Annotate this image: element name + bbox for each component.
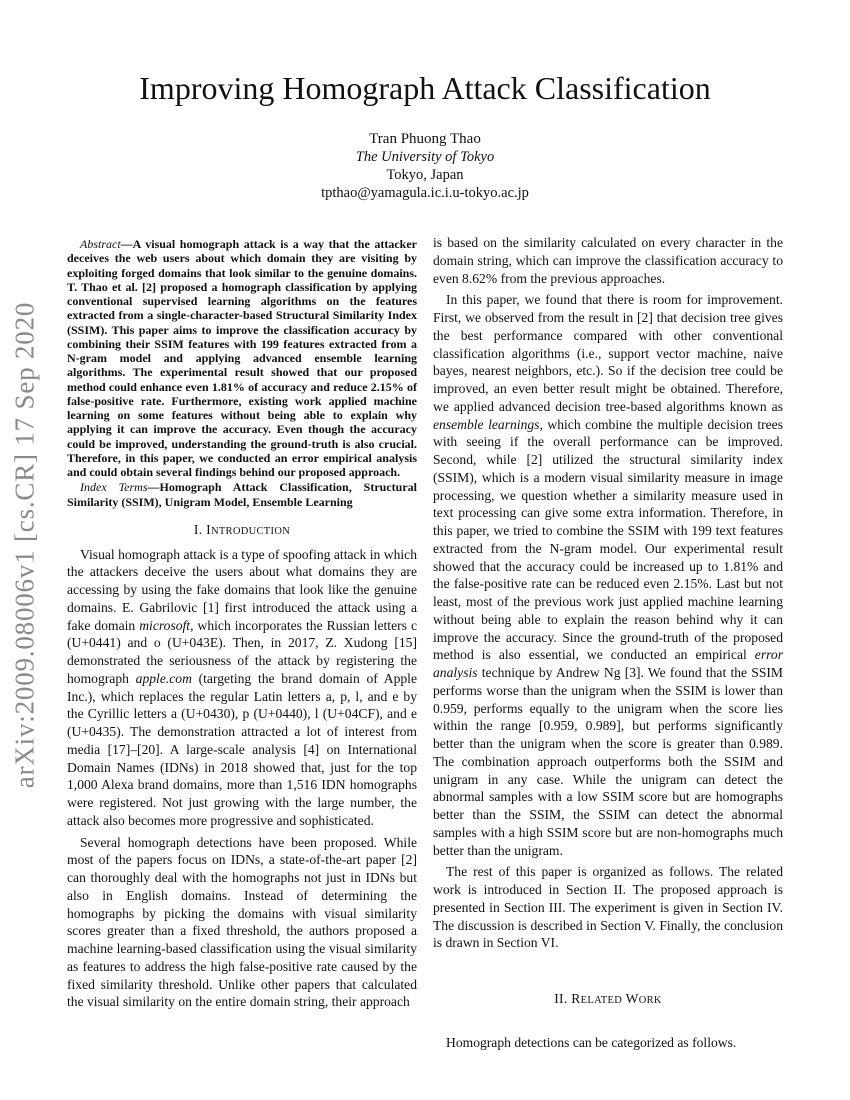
abstract: Abstract—A visual homograph attack is a way that the attacker deceives the web users about which domain they are visiting by exploiting forged domains that look similar to the genuine domains. T. Thao et al. [2] proposed a homograph classification by applying conventional supervised learning algorithms on the features extracted from a single-character-based Structural Similarity Index (SSIM). This paper aims to improve the classification accuracy by combining their SSIM features with 199 features extracted from a N-gram model and applying advanced ensemble learning algorithms. The experimental result showed that our proposed method could enhance even 1.81% of accuracy and reduce 2.15% of false-positive rate. Furthermore, existing work applied machine learning on some features without being able to explain why applying it can improve the accuracy. Even though the accuracy could be improved, understanding the ground-truth is also crucial. Therefore, in this paper, we conducted an error empirical analysis and could obtain several findings behind our proposed approach. xyxy=(67,237,417,479)
intro-paragraph-1: Visual homograph attack is a type of spoofing attack in which the attackers deceive the users about what domains they are accessing by using the fake domains that look like the genuine domains. E. Gabrilovic [1] first introduced the attack using a fake domain microsoft, which incorporates the Russian letters c (U+0441) and o (U+043E). Then, in 2017, Z. Xudong [15] demonstrated the seriousness of the attack by registering the homograph apple.com (targeting the brand domain of Apple Inc.), which replaces the regular Latin letters a, p, l, and e by the Cyrillic letters a (U+0430), p (U+0440), l (U+04CF), and e (U+0435). The demonstration attracted a lot of interest from media [17]–[20]. A large-scale analysis [4] on International Domain Names (IDNs) in 2018 showed that, just for the top 1,000 Alexa brand domains, more than 1,516 IDN homographs were registered. Not just growing with the large number, the attack also becomes more progressive and sophisticated. xyxy=(67,546,417,828)
related-work-paragraph-1: Homograph detections can be categorized as follows. xyxy=(446,1034,737,1050)
author-name: Tran Phuong Thao xyxy=(369,131,481,147)
section-heading-introduction: I. INTRODUCTION xyxy=(193,521,291,537)
right-column xyxy=(433,234,783,1052)
ensemble-learnings-term: ensemble learnings xyxy=(433,416,540,432)
arxiv-identifier-stamp xyxy=(2,295,48,795)
section-heading-related-work: II. RELATED WORK xyxy=(554,991,662,1006)
section-number: II. xyxy=(554,991,568,1006)
author-affiliation: The University of Tokyo xyxy=(355,149,495,165)
arxiv-identifier-text: arXiv:2009.08006v1 [cs.CR] 17 Sep 2020 xyxy=(9,301,40,789)
abstract-text: A visual homograph attack is a way that the attacker deceives the web users about which domain they are visiting by exploiting forged domains that look similar to the genuine domains. T. Thao et al. [2] proposed a homograph classification by applying conventional supervised learning algorithms on the features extracted from a single-character-based Structural Similarity Index (SSIM). This paper aims to improve the classification accuracy by combining their SSIM features with 199 features extracted from a N-gram model and applying advanced ensemble learning algorithms. The experimental result showed that our proposed method could enhance even 1.81% of accuracy and reduce 2.15% of false-positive rate. Furthermore, existing work applied machine learning on some features without being able to explain why applying it can improve the accuracy. Even though the accuracy could be improved, understanding the ground-truth is also crucial. Therefore, in this paper, we conducted an error empirical analysis and could obtain several findings behind our proposed approach. xyxy=(67,237,417,479)
homograph-example-apple: apple.com xyxy=(135,670,192,686)
author-email: tpthao@yamagula.ic.i.u-tokyo.ac.jp xyxy=(321,185,529,201)
intro-paragraph-3: In this paper, we found that there is room for improvement. First, we observed from the result in [2] that decision tree gives the best performance compared with other conventional classification algorithms (i.e., support vector machine, naive bayes, nearest neighbors, etc.). So if the decision tree could be improved, an even better result might be obtained. Therefore, we applied advanced decision tree-based algorithms known as ensemble learnings, which combine the multiple decision trees with seeing if the overall performance can be improved. Second, while [2] utilized the structural similarity index (SSIM), which is a modern visual similarity measure in image processing, we question whether a similarity measure used in text processing can give some extra information. Therefore, in this paper, we tried to combine the SSIM with 199 text features extracted from the N-gram model. Our experimental result showed that the accuracy could be increased up to 1.81% and the false-positive rate can be reduced even 2.15%. Last but not least, most of the previous work just applied machine learning without being able to explain the reason behind why it can improve the accuracy. Since the ground-truth of the proposed method is also essential, we conducted an empirical error analysis technique by Andrew Ng [3]. We found that the SSIM performs worse than the unigram when the SSIM is lower than 0.959, performs equally to the unigram when the score lies within the range [0.959, 0.989], but performs significantly better than the unigram when the score is greater than 0.989. The combination approach outperforms both the SSIM and unigram in any case. While the unigram can detect the abnormal samples with a low SSIM score but are homographs better than the SSIM, the SSIM can detect the abnormal samples with a high SSIM score but are non-homographs much better than the unigram. xyxy=(433,292,783,858)
index-terms-label: Index Terms xyxy=(80,480,148,495)
abstract-label: Abstract xyxy=(80,237,121,251)
intro-paragraph-4: The rest of this paper is organized as follows. The related work is introduced in Section II. The proposed approach is presented in Section III. The experiment is given in Section IV. The discussion is described in Section V. Finally, the conclusion is drawn in Section VI. xyxy=(433,864,783,951)
author-block xyxy=(0,130,850,202)
intro-paragraph-2-start: Several homograph detections have been proposed. While most of the papers focus on IDNs, a state-of-the-art paper [2] can thoroughly deal with the homographs not just in IDNs but also in English domains. Instead of determining the homographs by picking the domains with visual similarity scores greater than a fixed threshold, the authors proposed a machine learning-based classification using the visual similarity as features to address the high false-positive rate caused by the fixed similarity threshold. Unlike other papers that calculated the visual similarity on the entire domain string, their approach xyxy=(67,834,417,1010)
intro-paragraph-2-end: is based on the similarity calculated on every character in the domain string, which can improve the classification accuracy to even 8.62% from the previous approaches. xyxy=(433,235,783,286)
index-terms-text: Homograph Attack Classification, Structural Similarity (SSIM), Unigram Model, Ensemble Learning xyxy=(67,480,417,509)
left-column xyxy=(67,237,417,1011)
index-terms: Index Terms—Homograph Attack Classification, Structural Similarity (SSIM), Unigram Model, Ensemble Learning xyxy=(67,480,417,509)
author-location: Tokyo, Japan xyxy=(386,167,464,183)
paper-title: Improving Homograph Attack Classification xyxy=(139,70,711,106)
section-number: I. xyxy=(193,521,203,537)
error-analysis-term: error analysis xyxy=(433,647,783,680)
homograph-example-microsoft: microsoft xyxy=(139,617,191,633)
